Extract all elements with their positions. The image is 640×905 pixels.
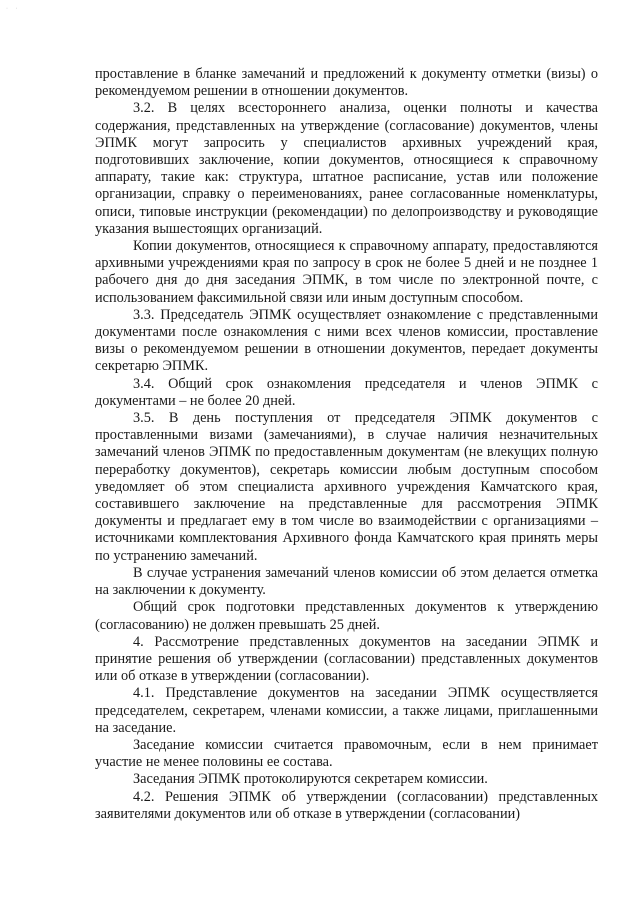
paragraph-3-5: 3.5. В день поступления от председателя ЭПМК документов с проставленными визами (замечаниями), в случае наличия незначительных замечаний членов ЭПМК по предоставленным документам (не влекущих полную переработку документов), секретарь комиссии любым доступным способом уведомляет об этом специалиста архивного учреждения Камчатского края, составившего заключение на представленные для рассмотрения ЭПМК документы и предлагает ему в том числе во взаимодействии с организациями – источниками комплектования Архивного фонда Камчатского края принять меры по устранению замечаний.: [95, 410, 598, 564]
paragraph-total-term: Общий срок подготовки представленных документов к утверждению (согласованию) не должен превышать 25 дней.: [95, 599, 598, 633]
paragraph-minutes: Заседания ЭПМК протоколируются секретарем комиссии.: [133, 771, 488, 788]
paragraph-continuation: проставление в бланке замечаний и предложений к документу отметки (визы) о рекомендуемом решении в отношении документов.: [95, 66, 598, 100]
paragraph-3-4: 3.4. Общий срок ознакомления председателя и членов ЭПМК с документами – не более 20 дней.: [95, 375, 598, 409]
paragraph-3-2: 3.2. В целях всестороннего анализа, оценки полноты и качества содержания, представленных на утверждение (согласование) документов, члены ЭПМК могут запросить у специалистов архивных учреждений края, подготовивших заключение, копии документов, относящиеся к справочному аппарату, такие как: структура, штатное расписание, устав или положение организации, справку о переименованиях, ранее согласованные номенклатуры, описи, типовые инструкции (рекомендации) по делопроизводству и руководящие указания вышестоящих организаций.: [95, 100, 598, 237]
document-body: [95, 66, 598, 823]
paragraph-4-1: 4.1. Представление документов на заседании ЭПМК осуществляется председателем, секретарем, членами комиссии, а также лицами, приглашенными на заседание.: [95, 685, 598, 736]
paragraph-4: 4. Рассмотрение представленных документов на заседании ЭПМК и принятие решения об утверждении (согласовании) представленных документов или об отказе в утверждении (согласовании).: [95, 633, 598, 685]
paragraph-quorum: Заседание комиссии считается правомочным, если в нем принимает участие не менее половины ее состава.: [95, 736, 598, 771]
paragraph-copies: Копии документов, относящиеся к справочному аппарату, предоставляются архивными учреждениями края по запросу в срок не более 5 дней и не позднее 1 рабочего дня до дня заседания ЭПМК, в том числе по электронной почте, с использованием факсимильной связи или иным доступным способом.: [95, 238, 598, 306]
paragraph-3-3: 3.3. Председатель ЭПМК осуществляет ознакомление с представленными документами после ознакомления с ними всех членов комиссии, проставление визы о рекомендуемом решении в отношении документов, передает документы секретарю ЭПМК.: [95, 306, 598, 375]
paragraph-4-2: 4.2. Решения ЭПМК об утверждении (согласовании) представленных заявителями документов или об отказе в утверждении (согласовании): [95, 788, 598, 822]
paragraph-remarks-fixed: В случае устранения замечаний членов комиссии об этом делается отметка на заключении к документу.: [95, 564, 598, 599]
scan-corner-mark: · ·: [6, 6, 21, 12]
